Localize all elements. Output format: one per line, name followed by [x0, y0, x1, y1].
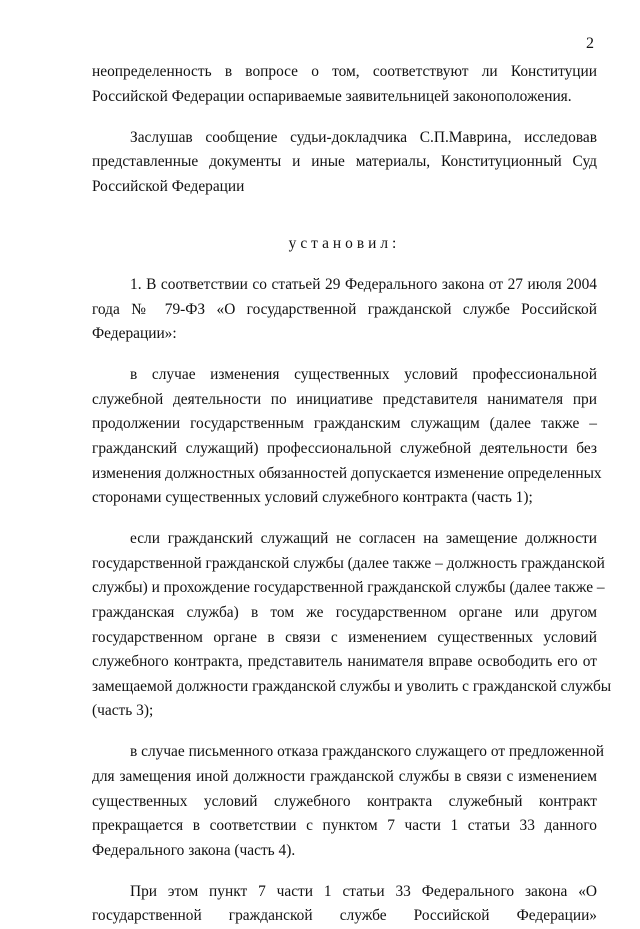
paragraph-line: изменения должностных обязанностей допускается изменение определенных [92, 464, 602, 482]
paragraph-line: продолжении государственным гражданским служащим (далее также – [92, 415, 597, 433]
paragraph-line: гражданская служба) в том же государственном органе или другом [92, 604, 597, 622]
paragraph-line: государственной гражданской службе Российской Федерации» [92, 907, 597, 925]
document-body [92, 60, 612, 929]
paragraph-line: в случае письменного отказа гражданского служащего от предложенной [130, 743, 604, 761]
paragraph-line: года № 79-ФЗ «О государственной гражданской службе Российской [92, 300, 597, 318]
paragraph-line: Заслушав сообщение судьи-докладчика С.П.Маврина, исследовав [130, 128, 597, 146]
page-number: 2 [586, 35, 594, 52]
paragraph-line: 1. В соответствии со статьей 29 Федерального закона от 27 июля 2004 [130, 276, 597, 294]
section-heading: установил: [288, 235, 401, 253]
paragraph-line: государственной гражданской службы (далее также – должность гражданской [92, 554, 605, 572]
paragraph-line: При этом пункт 7 части 1 статьи 33 Федерального закона «О [130, 882, 597, 900]
paragraph-line: служебной деятельности по инициативе представителя нанимателя при [92, 390, 597, 408]
paragraph-line: службы) и прохождение государственной гражданской службы (далее также – [92, 579, 605, 597]
paragraph-line: сторонами существенных условий служебного контракта (часть 1); [92, 489, 533, 507]
paragraph-line: гражданский служащий) профессиональной служебной деятельности без [92, 440, 597, 458]
paragraph-line: для замещения иной должности гражданской службы в связи с изменением [92, 767, 597, 785]
paragraph-line: (часть 3); [92, 702, 154, 720]
paragraph-line: государственном органе в связи с изменением существенных условий [92, 628, 597, 646]
paragraph-line: существенных условий служебного контракта служебный контракт [92, 792, 597, 810]
paragraph-line: Федерации»: [92, 325, 177, 343]
paragraph-line: неопределенность в вопросе о том, соответствуют ли Конституции [92, 63, 597, 80]
paragraph-line: Российской Федерации оспариваемые заявительницей законоположения. [92, 87, 572, 105]
paragraph-line: замещаемой должности гражданской службы и уволить с гражданской службы [92, 677, 612, 695]
paragraph-line: в случае изменения существенных условий профессиональной [130, 366, 597, 384]
paragraph-line: Федерального закона (часть 4). [92, 841, 296, 859]
paragraph-line: представленные документы и иные материалы, Конституционный Суд [92, 153, 597, 171]
paragraph-line: Российской Федерации [92, 177, 245, 195]
paragraph-line: служебного контракта, представитель нанимателя вправе освободить его от [92, 653, 597, 671]
paragraph-line: если гражданский служащий не согласен на замещение должности [130, 530, 597, 548]
paragraph-line: прекращается в соответствии с пунктом 7 части 1 статьи 33 данного [92, 817, 597, 835]
